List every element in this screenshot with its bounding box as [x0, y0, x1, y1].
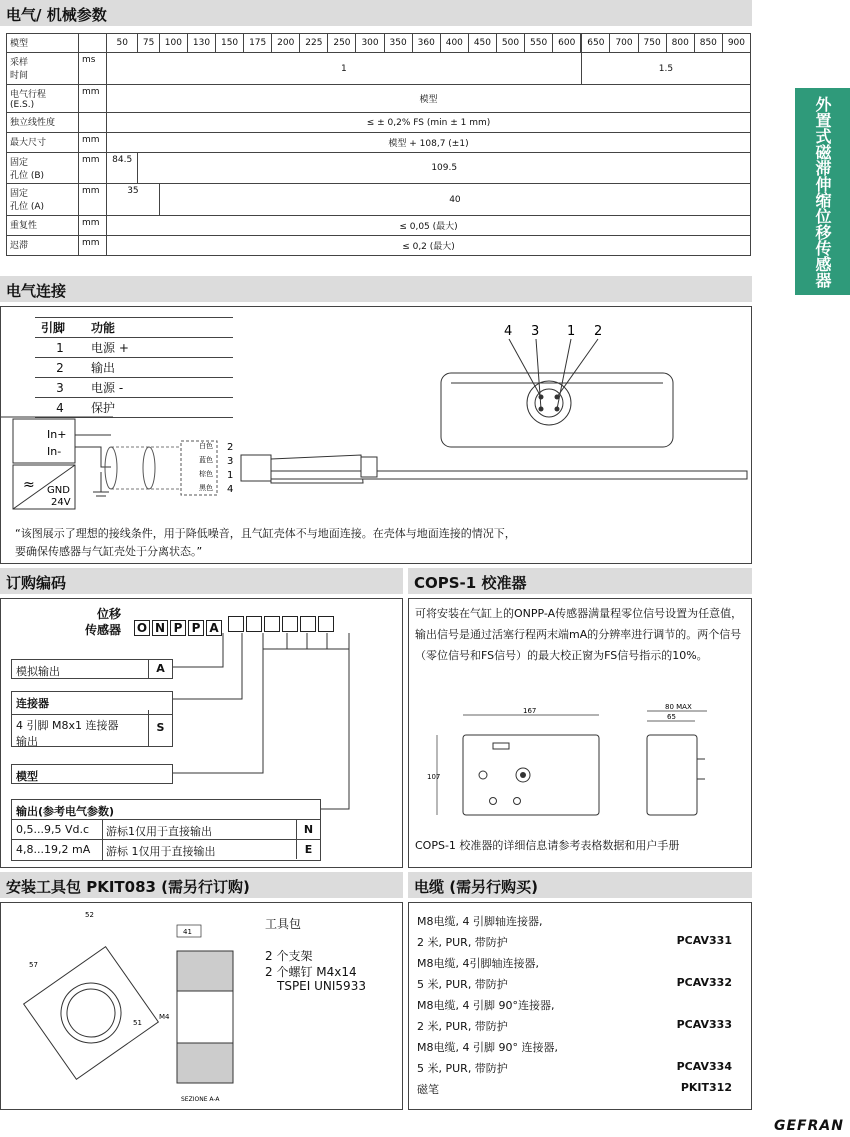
out-desc: 游标 1仅用于直接输出	[106, 845, 216, 858]
model-cell: 550	[525, 34, 553, 53]
wiring-note-1: “该图展示了理想的接线条件，用于降低噪音，且气缸壳体不与地面连接。在壳体与地面连接的情况下，	[15, 527, 516, 540]
section-header-cable: 电缆 (需另行购买)	[408, 872, 752, 898]
cable-spec: 2 米, PUR, 带防护	[417, 1020, 508, 1033]
spec-value: 84.5	[107, 153, 138, 184]
out-range: 4,8...19,2 mA	[16, 843, 91, 856]
pen-row	[417, 1081, 732, 1097]
model-cell: 175	[244, 34, 272, 53]
pin-no: 3	[35, 378, 85, 398]
wire-color: 棕色	[199, 470, 213, 478]
out-desc: 游标1仅用于直接输出	[106, 825, 212, 838]
out-code: N	[296, 820, 320, 839]
spec-row-label: 迟滞	[7, 236, 79, 256]
cable-spec: 5 米, PUR, 带防护	[417, 978, 508, 991]
model-cell: 400	[440, 34, 468, 53]
spec-table	[6, 33, 751, 256]
conn-num: 1	[567, 324, 576, 339]
cable-spec: 5 米, PUR, 带防护	[417, 1062, 508, 1075]
cable-row	[417, 1060, 732, 1076]
wiring-panel	[0, 306, 752, 564]
spec-row-unit	[79, 113, 107, 133]
section-header-order: 订购编码	[0, 568, 403, 594]
cops-panel	[408, 598, 752, 868]
out-header: 输出(参考电气参数)	[12, 800, 320, 820]
cops-text: 可将安装在气缸上的ONPP-A传感器满量程零位信号设置为任意值，输出信号是通过活塞行程两末端mA的分辨率进行调节的。两个信号（零位信号和FS信号）的最大校正窗为FS信号指示的10%。	[415, 607, 743, 662]
cable-desc: M8电缆, 4 引脚 90° 连接器,	[417, 1041, 558, 1054]
spec-value: 109.5	[138, 153, 751, 184]
pkit-section-label: SEZIONE A-A	[181, 1096, 220, 1103]
order-model	[11, 764, 173, 784]
pin-no: 4	[35, 398, 85, 418]
model-cell: 850	[694, 34, 722, 53]
cops-footnote: COPS-1 校准器的详细信息请参考表格数据和用户手册	[415, 839, 680, 852]
spec-row-unit: ms	[79, 53, 107, 85]
model-cell: 225	[300, 34, 328, 53]
wiring-note-2: 要确保传感器与气缸壳处于分离状态。”	[15, 545, 203, 558]
pkit-text-4: TSPEI UNI5933	[277, 979, 366, 993]
gnd-label: GND	[47, 485, 70, 496]
spec-value: ≤ 0,2 (最大)	[107, 236, 751, 256]
model-cell: 150	[216, 34, 244, 53]
code-letter: O	[134, 620, 150, 636]
spec-row-label: 固定 孔位 (A)	[7, 184, 79, 216]
conn-num: 3	[531, 324, 540, 339]
v24-label: 24V	[51, 497, 71, 508]
spec-model-label: 模型	[7, 34, 79, 53]
order-panel	[0, 598, 403, 868]
pin-func: 输出	[85, 358, 233, 378]
cable-desc: M8电缆, 4引脚轴连接器,	[417, 957, 539, 970]
model-cell: 300	[356, 34, 384, 53]
model-cell: 650	[581, 34, 610, 53]
section-header-pkit: 安装工具包 PKIT083 (需另行订购)	[0, 872, 403, 898]
wire-num: 3	[227, 456, 234, 467]
wire-color: 白色	[199, 442, 213, 450]
spec-row-unit: mm	[79, 216, 107, 236]
wire-num: 4	[227, 484, 234, 495]
spec-value: ≤ ± 0,2% FS (min ± 1 mm)	[107, 113, 751, 133]
func-header: 功能	[85, 318, 233, 338]
model-cell: 250	[328, 34, 356, 53]
spec-row-unit: mm	[79, 85, 107, 113]
pkit-dim: 52	[85, 911, 94, 919]
spec-value: 1.5	[581, 53, 750, 85]
cops-drawing	[409, 699, 753, 859]
spec-value: 模型 + 108,7 (±1)	[107, 133, 751, 153]
spec-row-label: 独立线性度	[7, 113, 79, 133]
cable-code: PCAV332	[676, 976, 732, 989]
order-output	[11, 799, 321, 861]
model-cell: 200	[272, 34, 300, 53]
spec-row-label: 电气行程 (E.S.)	[7, 85, 79, 113]
section-header-elec-conn: 电气连接	[0, 276, 752, 302]
pin-func: 保护	[85, 398, 233, 418]
pin-func: 电源 +	[85, 338, 233, 358]
ac-symbol: ≈	[23, 477, 35, 493]
pen-label: 磁笔	[417, 1083, 439, 1096]
cable-panel	[408, 902, 752, 1110]
pin-func: 电源 -	[85, 378, 233, 398]
spec-row-unit: mm	[79, 133, 107, 153]
cable-row	[417, 1018, 732, 1034]
order-title-1: 位移	[97, 607, 122, 621]
order-analog	[11, 659, 173, 679]
cable-code: PCAV334	[676, 1060, 732, 1073]
cable-desc: M8电缆, 4 引脚 90°连接器,	[417, 999, 555, 1012]
conn-code: S	[148, 710, 172, 746]
cops-dim: 167	[523, 707, 537, 715]
spec-value: ≤ 0,05 (最大)	[107, 216, 751, 236]
pkit-text-3: 2 个螺钉 M4x14	[265, 965, 357, 979]
model-cell: 750	[638, 34, 666, 53]
pkit-panel	[0, 902, 403, 1110]
spec-row-unit: mm	[79, 153, 107, 184]
cable-code: PCAV333	[676, 1018, 732, 1031]
spec-row-label: 重复性	[7, 216, 79, 236]
model-cell: 600	[553, 34, 582, 53]
analog-code: A	[148, 660, 172, 678]
cops-dim: 80 MAX	[665, 703, 692, 711]
model-cell: 900	[722, 34, 750, 53]
pkit-dim: M4	[159, 1013, 170, 1021]
spec-row-unit: mm	[79, 236, 107, 256]
wire-num: 1	[227, 470, 234, 481]
model-cell: 75	[138, 34, 159, 53]
spec-row-label: 最大尺寸	[7, 133, 79, 153]
side-tab: 外置式磁滞伸缩位移传感器	[795, 88, 850, 295]
pin-no: 1	[35, 338, 85, 358]
section-header-elec-mech: 电气/ 机械参数	[0, 0, 752, 26]
pin-no: 2	[35, 358, 85, 378]
model-cell: 100	[159, 34, 187, 53]
analog-label: 模拟输出	[16, 665, 60, 678]
spec-value: 40	[159, 184, 750, 216]
code-letter: A	[206, 620, 222, 636]
model-cell: 700	[610, 34, 638, 53]
model-cell: 800	[666, 34, 694, 53]
model-cell: 450	[468, 34, 496, 53]
cable-desc: M8电缆, 4 引脚轴连接器,	[417, 915, 543, 928]
wire-color: 黑色	[199, 484, 213, 492]
model-cell: 50	[107, 34, 138, 53]
conn-desc-2: 输出	[16, 735, 38, 748]
order-connector	[11, 691, 173, 747]
model-cell: 130	[187, 34, 215, 53]
conn-header: 连接器	[12, 692, 172, 715]
pin-header: 引脚	[35, 318, 85, 338]
pen-code: PKIT312	[680, 1081, 732, 1094]
spec-row-unit: mm	[79, 184, 107, 216]
out-range: 0,5...9,5 Vd.c	[16, 823, 90, 836]
in-plus-label: In+	[47, 428, 67, 441]
model-cell: 500	[496, 34, 524, 53]
spec-value: 模型	[107, 85, 751, 113]
spec-value: 1	[107, 53, 582, 85]
code-letter: N	[152, 620, 168, 636]
spec-row-label: 采样 时间	[7, 53, 79, 85]
code-letter: P	[170, 620, 186, 636]
conn-desc-1: 4 引脚 M8x1 连接器	[16, 719, 119, 732]
section-header-cops: COPS-1 校准器	[408, 568, 752, 594]
pkit-dim: 57	[29, 961, 38, 969]
wire-color: 蓝色	[199, 456, 213, 464]
cable-code: PCAV331	[676, 934, 732, 947]
conn-num: 2	[594, 324, 603, 339]
cable-row	[417, 976, 732, 992]
spec-row-label: 固定 孔位 (B)	[7, 153, 79, 184]
pkit-drawing	[1, 903, 251, 1108]
cable-row	[417, 934, 732, 950]
spec-value: 35	[107, 184, 160, 216]
pkit-text-1: 工具包	[265, 917, 302, 931]
model-cell: 350	[384, 34, 412, 53]
cable-spec: 2 米, PUR, 带防护	[417, 936, 508, 949]
code-letter: P	[188, 620, 204, 636]
out-code: E	[296, 840, 320, 859]
model-label: 模型	[16, 770, 38, 783]
wire-num: 2	[227, 442, 234, 453]
brand-logo: GEFRAN	[774, 1118, 844, 1134]
in-minus-label: In-	[47, 445, 62, 458]
order-title-2: 传感器	[85, 623, 122, 637]
model-cell: 360	[412, 34, 440, 53]
pkit-dim: 41	[183, 928, 192, 936]
cops-dim: 107	[427, 773, 441, 781]
cops-dim: 65	[667, 713, 676, 721]
pkit-dim: 51	[133, 1019, 142, 1027]
pkit-text-2: 2 个支架	[265, 949, 313, 963]
conn-num: 4	[504, 324, 513, 339]
